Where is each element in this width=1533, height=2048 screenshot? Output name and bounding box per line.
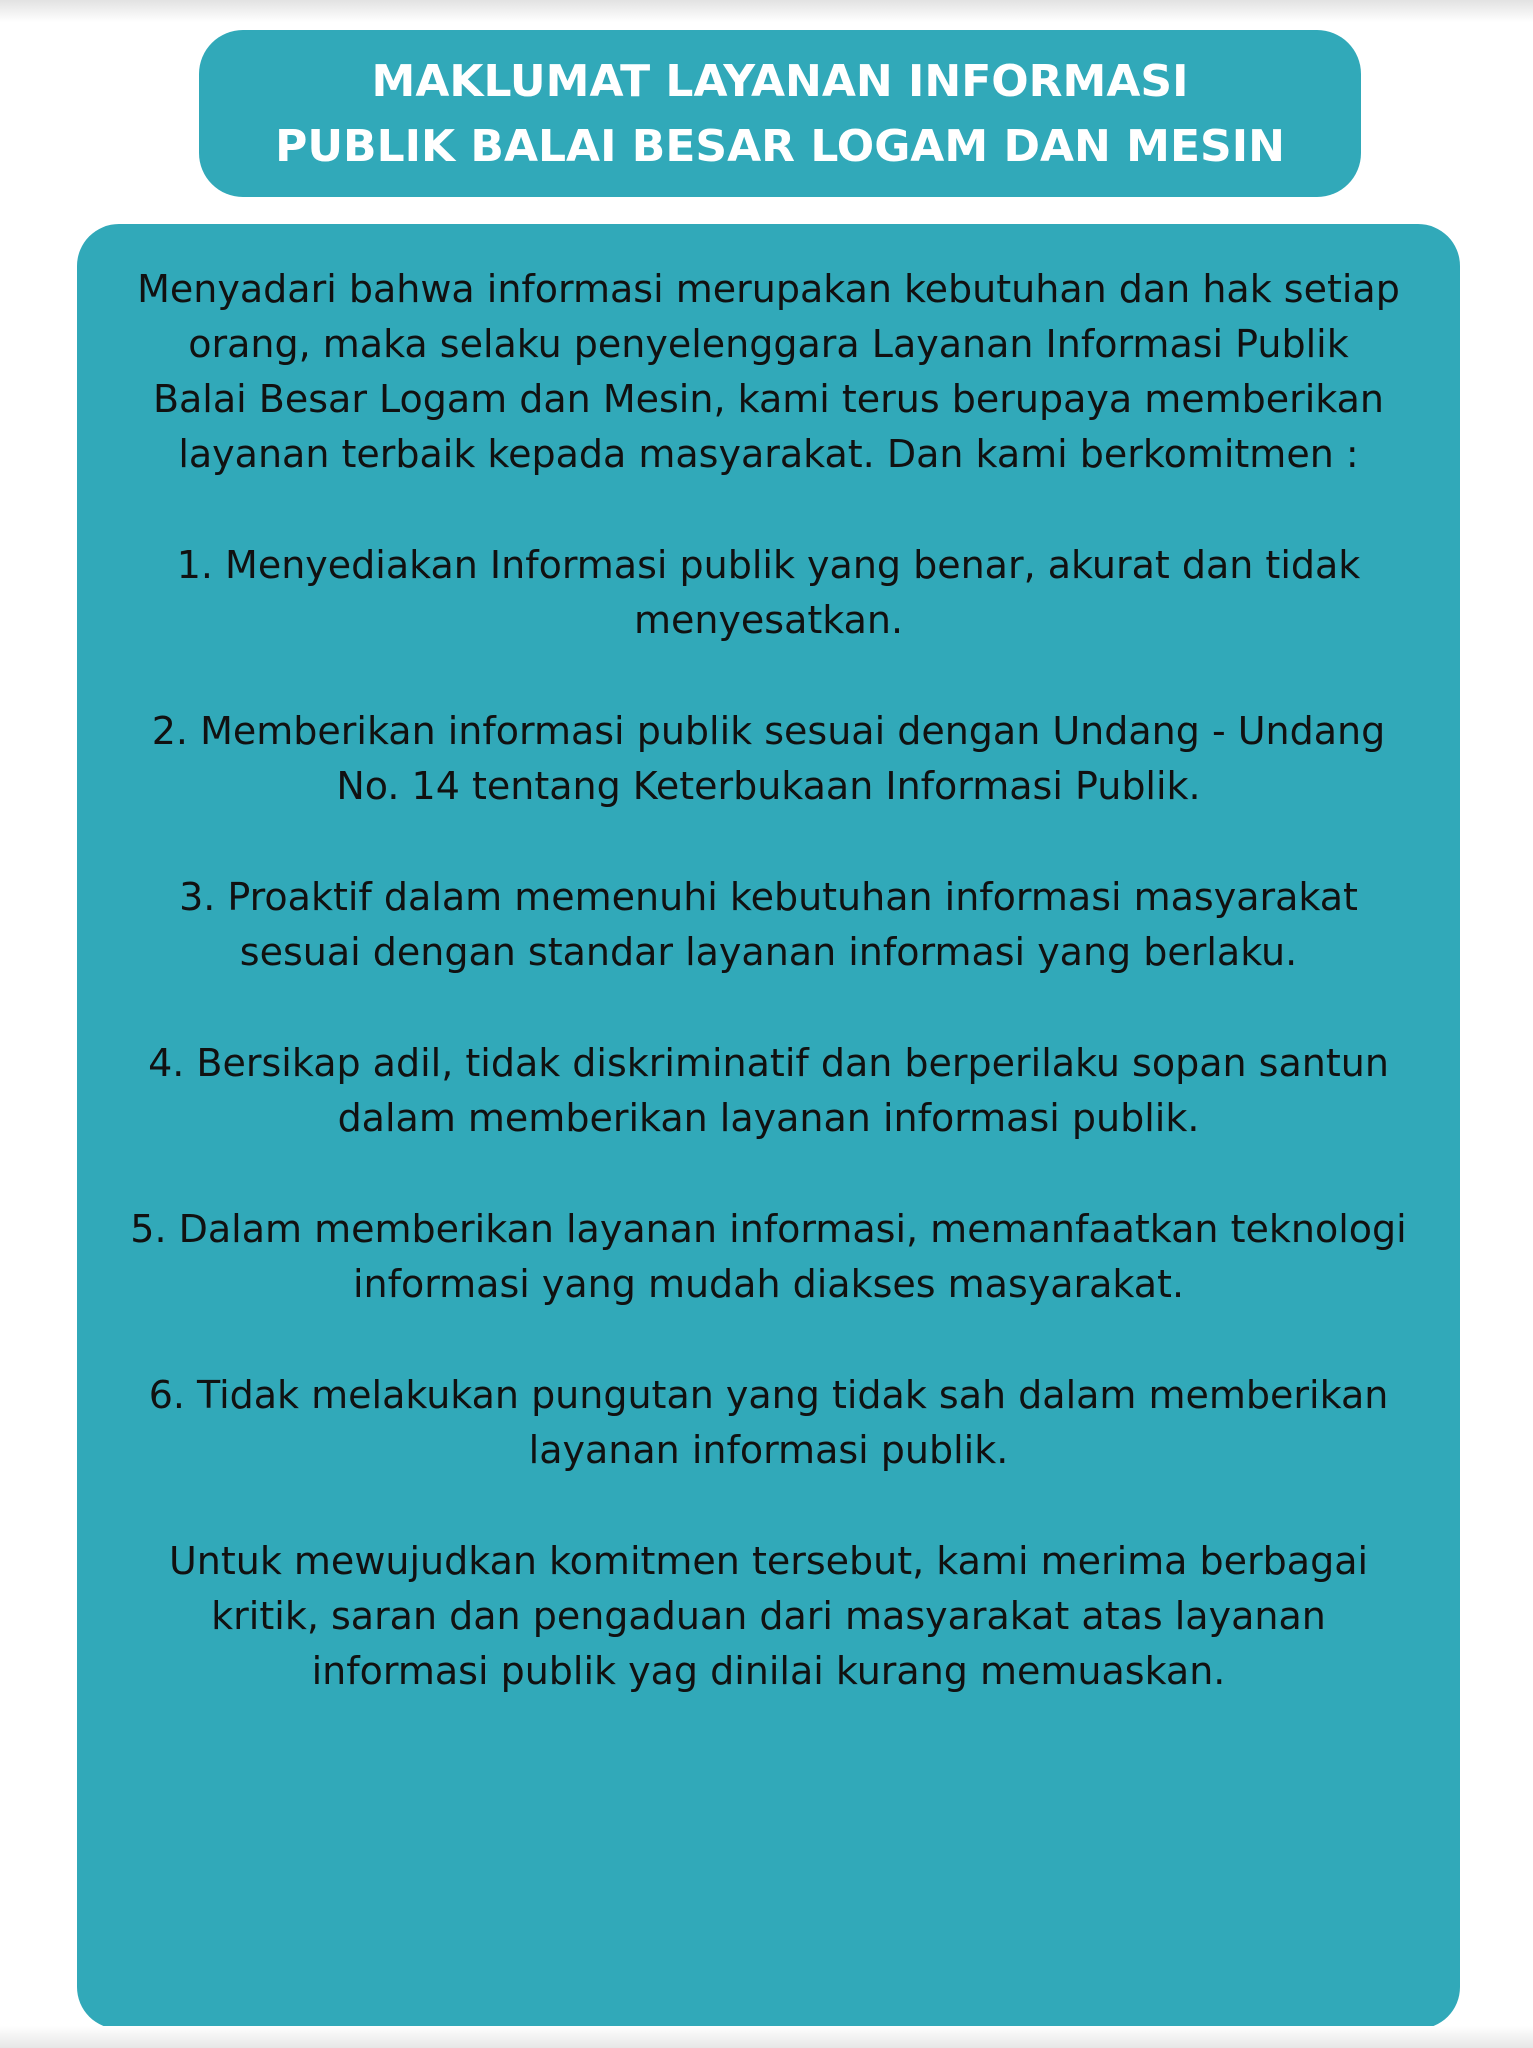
intro-line: Balai Besar Logam dan Mesin, kami terus berupaya memberikan	[152, 377, 1385, 421]
top-edge-shadow	[0, 0, 1533, 22]
commitment-line: 5. Dalam memberikan layanan informasi, memanfaatkan teknologi	[130, 1207, 1407, 1251]
commitment-line: 1. Menyediakan Informasi publik yang benar, akurat dan tidak	[176, 543, 1361, 587]
closing-line: kritik, saran dan pengaduan dari masyarakat atas layanan	[211, 1594, 1326, 1638]
intro-paragraph	[77, 262, 1460, 482]
closing-line: Untuk mewujudkan komitmen tersebut, kami merima berbagai	[168, 1539, 1369, 1583]
commitment-line: 4. Bersikap adil, tidak diskriminatif dan berperilaku sopan santun	[148, 1041, 1389, 1085]
commitment-line: 3. Proaktif dalam memenuhi kebutuhan informasi masyarakat	[179, 875, 1358, 919]
commitment-line: informasi yang mudah diakses masyarakat.	[352, 1262, 1185, 1306]
content-panel	[77, 224, 1460, 2029]
closing-paragraph	[77, 1534, 1460, 1699]
commitment-line: dalam memberikan layanan informasi publik.	[337, 1096, 1200, 1140]
intro-line: orang, maka selaku penyelenggara Layanan Informasi Publik	[188, 322, 1349, 366]
commitment-item-3	[77, 870, 1460, 980]
bottom-edge-shadow	[0, 2026, 1533, 2048]
content-body	[77, 262, 1460, 1755]
commitment-item-1	[77, 538, 1460, 648]
commitment-line: sesuai dengan standar layanan informasi yang berlaku.	[239, 930, 1298, 974]
commitment-line: No. 14 tentang Keterbukaan Informasi Publik.	[336, 764, 1201, 808]
commitment-line: 6. Tidak melakukan pungutan yang tidak sah dalam memberikan	[148, 1373, 1389, 1417]
commitment-item-6	[77, 1368, 1460, 1478]
commitment-item-4	[77, 1036, 1460, 1146]
closing-line: informasi publik yag dinilai kurang memuaskan.	[311, 1649, 1226, 1693]
intro-line: layanan terbaik kepada masyarakat. Dan kami berkomitmen :	[178, 432, 1359, 476]
commitment-item-2	[77, 704, 1460, 814]
commitment-line: 2. Memberikan informasi publik sesuai dengan Undang - Undang	[151, 709, 1386, 753]
intro-line: Menyadari bahwa informasi merupakan kebutuhan dan hak setiap	[137, 267, 1400, 311]
commitment-item-5	[77, 1202, 1460, 1312]
commitment-line: layanan informasi publik.	[528, 1428, 1009, 1472]
title-line-2: PUBLIK BALAI BESAR LOGAM DAN MESIN	[275, 120, 1285, 172]
title-banner	[199, 30, 1361, 197]
commitment-line: menyesatkan.	[633, 598, 904, 642]
title-line-1: MAKLUMAT LAYANAN INFORMASI	[371, 55, 1189, 107]
